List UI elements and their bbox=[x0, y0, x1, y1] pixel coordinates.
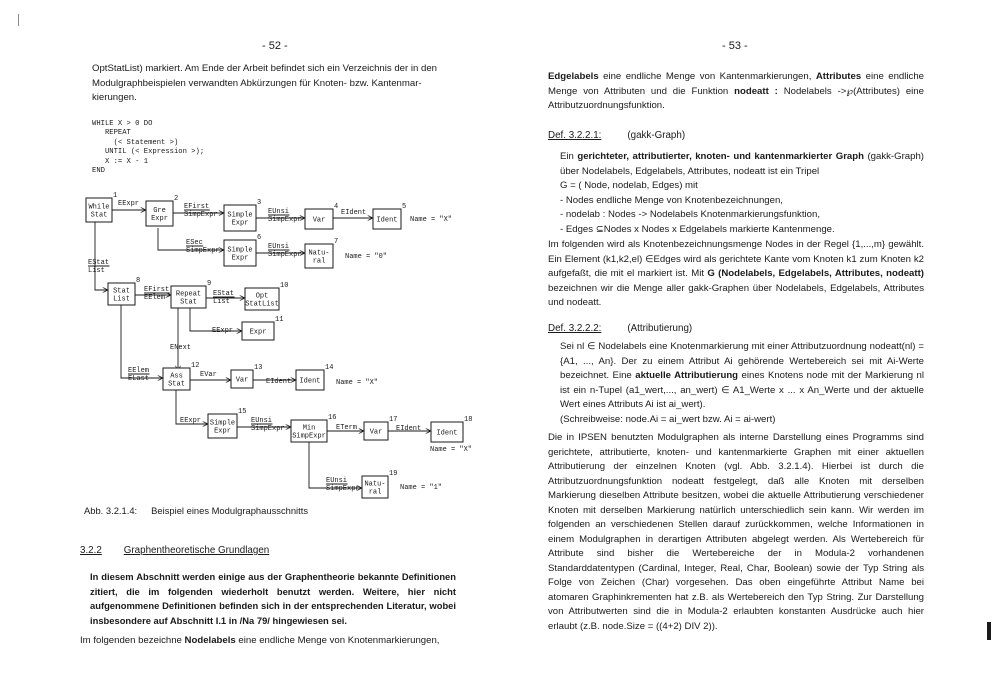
edge-label: EIdent bbox=[341, 209, 367, 217]
graph-node-label: Opt bbox=[255, 292, 269, 301]
graph-node-number: 16 bbox=[328, 414, 337, 422]
def1-line: - Edges ⊆Nodes x Nodes x Edgelabels markierte Kantenmenge. bbox=[560, 223, 835, 235]
edge-label: SimpExpr bbox=[251, 425, 285, 433]
graph-node-label: SimpExpr bbox=[292, 432, 326, 441]
graph-node bbox=[431, 416, 472, 442]
code-line: UNTIL (< Expression >); bbox=[92, 148, 205, 157]
intro-line: OptStatList) markiert. Am Ende der Arbeit befindet sich ein Verzeichnis der in den bbox=[92, 63, 438, 74]
edge-label: EUnsi bbox=[268, 208, 290, 216]
right-paragraph-1 bbox=[548, 70, 924, 114]
graph-node-number: 17 bbox=[389, 416, 398, 424]
graph-node-label: Gre bbox=[153, 207, 166, 215]
name-attribute-annotation: Name = "1" bbox=[400, 484, 443, 492]
graph-node-label: Stat bbox=[113, 287, 130, 296]
graph-node-label: Simple bbox=[227, 211, 253, 220]
graph-node bbox=[108, 277, 140, 305]
graph-node-label: Min bbox=[302, 424, 316, 433]
graph-node-label: Expr bbox=[249, 328, 267, 337]
graph-node bbox=[146, 195, 178, 226]
graph-node-label: ral bbox=[368, 488, 382, 497]
edge-label: List bbox=[88, 267, 105, 275]
edge-label: EElem bbox=[144, 294, 166, 302]
graph-node-number: 2 bbox=[174, 195, 179, 203]
graph-node-number: 14 bbox=[325, 364, 334, 372]
edge-label: ENext bbox=[170, 344, 192, 352]
graph-node-label: Ass bbox=[170, 372, 183, 381]
graph-node bbox=[224, 199, 261, 231]
caption-text: Beispiel eines Modulgraphausschnitts bbox=[151, 505, 309, 516]
graph-node-label: Ident bbox=[376, 216, 398, 225]
def2-pre: Sei nl ∈ Nodelabels eine Knotenmarkierung mit einer Attributzuordnung nodeatt(nl) = {A1, ..., An}. Der zu einem Attribut Ai gehörende Wertebereich sei mit Ai-Werte bezeichnet. Eine bbox=[560, 341, 924, 381]
graph-node bbox=[231, 364, 262, 388]
graph-node-number: 1 bbox=[113, 192, 118, 200]
page-number-right: - 53 - bbox=[722, 40, 748, 52]
edge-label: ETerm bbox=[336, 424, 358, 432]
graph-node-number: 5 bbox=[402, 203, 407, 211]
def2-post: eines Knotens node mit der Markierung nl ist ein n-Tupel (a1_wert,..., an_wert) ∈ A1_Werte x ... x An_Werte und der aktuelle Wert eines Attributs Ai ist ai_wert). bbox=[560, 370, 924, 410]
edge-label: EIdent bbox=[266, 378, 292, 386]
nodelabels-term: Nodelabels bbox=[184, 635, 236, 646]
code-line: REPEAT bbox=[92, 129, 131, 138]
def1-line: - nodelab : Nodes -> Nodelabels Knotenmarkierungsfunktion, bbox=[560, 209, 820, 220]
edge-label: SimpExpr bbox=[268, 251, 302, 259]
graph-node bbox=[305, 238, 338, 268]
def1-line: G = ( Node, nodelab, Edges) mit bbox=[560, 180, 698, 191]
graph-node-label: Var bbox=[369, 428, 383, 437]
definition-2-heading bbox=[548, 323, 692, 334]
graph-node-label: Var bbox=[235, 376, 249, 385]
diagram-annotations bbox=[336, 216, 472, 492]
graph-node-label: Simple bbox=[227, 246, 253, 255]
name-attribute-annotation: Name = "0" bbox=[345, 253, 388, 261]
graph-node bbox=[208, 408, 246, 438]
edge-label: EUnsi bbox=[268, 243, 290, 251]
graph-node-number: 12 bbox=[191, 362, 200, 370]
attributes-term: Attributes bbox=[815, 71, 862, 82]
graph-node-number: 19 bbox=[389, 470, 398, 478]
right-paragraph-2 bbox=[548, 238, 924, 311]
edge-label: ELast bbox=[128, 375, 150, 383]
section-paragraph-text: In diesem Abschnitt werden einige aus der Graphentheorie bekannte Definitionen zitiert, die im folgenden wiederholt benutzt werden. Weitere, hier nicht aufgenommene Definitionen befinden sich in der entsprechenden Literatur, wobei insbesondere auf Abschnitt I.1 in /Na 79/ hingewiesen sei. bbox=[90, 571, 456, 626]
graph-node bbox=[364, 416, 397, 440]
p1-text-1: eine endliche Menge von Kantenmarkierungen, bbox=[598, 71, 816, 82]
graph-node bbox=[362, 470, 397, 498]
graph-node-number: 3 bbox=[257, 199, 262, 207]
code-line: WHILE X > 0 DO bbox=[92, 120, 153, 128]
def2-label: Def. 3.2.2.2: bbox=[548, 323, 602, 334]
edge-label: SimpExpr bbox=[268, 216, 302, 224]
def1-line: - Nodes endliche Menge von Knotenbezeichnungen, bbox=[560, 194, 783, 206]
graph-node-label: Stat bbox=[90, 211, 108, 220]
section-heading bbox=[80, 545, 269, 556]
graph-node-label: Simple bbox=[209, 419, 236, 428]
definition-1-body bbox=[560, 150, 924, 237]
graph-node bbox=[86, 192, 117, 222]
edge-label: EFirst bbox=[184, 203, 210, 211]
def1-label: Def. 3.2.2.1: bbox=[548, 130, 602, 141]
edge-label: EIdent bbox=[396, 425, 422, 433]
graph-node-label: Ident bbox=[436, 429, 458, 438]
edge-label: EExpr bbox=[118, 200, 140, 208]
graph-node bbox=[171, 280, 211, 308]
graph-node-number: 18 bbox=[464, 416, 473, 424]
graph-node-label: Stat bbox=[168, 380, 185, 389]
graph-node bbox=[296, 364, 333, 390]
edge-label: SimpExpr bbox=[186, 247, 220, 255]
graph-node-number: 11 bbox=[275, 316, 284, 324]
code-line: END bbox=[92, 167, 105, 176]
graph-node-label: Ident bbox=[299, 377, 321, 386]
caption-label: Abb. 3.2.1.4: bbox=[84, 505, 138, 516]
edge-label: List bbox=[213, 298, 230, 306]
definition-1-heading bbox=[548, 130, 685, 141]
edge-label: EVar bbox=[200, 371, 217, 379]
edgelabels-term: Edgelabels bbox=[548, 71, 599, 82]
graph-node-number: 15 bbox=[238, 408, 247, 416]
code-line: (< Statement >) bbox=[92, 138, 179, 147]
graph-node-label: Expr bbox=[231, 254, 249, 263]
graph-node-label: While bbox=[88, 203, 110, 212]
def1-pre: Ein bbox=[560, 151, 578, 162]
p1-text-3: Nodelabels ->℘(Attributes) eine Attributzuordnungsfunktion. bbox=[548, 85, 924, 111]
last-line-post: eine endliche Menge von Knotenmarkierungen, bbox=[235, 635, 440, 646]
def1-post: (gakk-Graph) über Nodelabels, Edgelabels, Attributes, nodeatt ist ein Tripel bbox=[560, 151, 924, 177]
graph-node bbox=[291, 414, 336, 442]
edge-label: EStat bbox=[213, 290, 235, 298]
def1-name: (gakk-Graph) bbox=[627, 130, 686, 141]
graph-set-term: G (Nodelabels, Edgelabels, Attributes, nodeatt) bbox=[707, 268, 924, 279]
right-paragraph-3 bbox=[548, 431, 924, 634]
graph-node-label: Var bbox=[312, 216, 326, 225]
graph-node bbox=[245, 282, 288, 310]
name-attribute-annotation: Name = "X" bbox=[410, 216, 453, 224]
graph-node-number: 13 bbox=[254, 364, 263, 372]
def2-name: (Attributierung) bbox=[627, 323, 693, 334]
graph-node bbox=[242, 316, 283, 340]
diagram-edges bbox=[95, 210, 430, 488]
graph-node-label: Expr bbox=[231, 219, 249, 228]
edge-label: EUnsi bbox=[326, 477, 348, 485]
graph-node-number: 4 bbox=[334, 203, 339, 211]
graph-node-number: 9 bbox=[207, 280, 212, 288]
gakk-graph-term: gerichteter, attributierter, knoten- und kantenmarkierter Graph bbox=[577, 151, 864, 162]
graph-node bbox=[373, 203, 406, 229]
graph-node-label: StatList bbox=[245, 300, 279, 309]
edge-label: EUnsi bbox=[251, 417, 273, 425]
edge-label: EElem bbox=[128, 367, 150, 375]
graph-node-number: 7 bbox=[334, 238, 339, 246]
graph-node bbox=[305, 203, 338, 229]
def2-note: (Schreibweise: node.Ai = ai_wert bzw. Ai = ai-wert) bbox=[560, 413, 776, 425]
p1-text-2: eine endliche Menge von Attributen und die Funktion bbox=[548, 71, 924, 97]
section-number: 3.2.2 bbox=[80, 545, 102, 556]
edge-label: EExpr bbox=[212, 327, 234, 335]
last-line bbox=[80, 634, 460, 649]
page-number-left: - 52 - bbox=[262, 40, 288, 52]
edge-label: EExpr bbox=[180, 417, 202, 425]
graph-node-number: 8 bbox=[136, 277, 141, 285]
p2-pre: Im folgenden wird als Knotenbezeichnungsmenge Nodes in der Regel {1,...,m} gewählt. Ein Element (k1,k2,el) ∈Edges wird als gerichtete Kante vom Knoten k1 zum Knoten k2 aufgefaßt, die mit el markiert ist. Mit bbox=[548, 239, 924, 279]
diagram-nodes bbox=[86, 192, 472, 498]
figure-caption bbox=[84, 505, 308, 516]
graph-node-label: ral bbox=[312, 257, 326, 266]
margin-bar bbox=[987, 622, 991, 640]
edge-label: EStat bbox=[88, 259, 110, 267]
graph-node-label: Expr bbox=[214, 427, 231, 436]
edge-label: ESec bbox=[186, 239, 203, 247]
edge-label: SimpExpr bbox=[326, 485, 360, 493]
section-title: Graphentheoretische Grundlagen bbox=[123, 545, 270, 556]
aktuelle-attributierung-term: aktuelle Attributierung bbox=[635, 370, 739, 381]
name-attribute-annotation: Name = "X" bbox=[430, 446, 473, 454]
graph-node-label: Natu- bbox=[308, 249, 330, 258]
p2-post: bezeichnen wir die Menge aller gakk-Graphen über Nodelabels, Edgelabels, Attributes und nodeatt. bbox=[548, 282, 924, 308]
last-line-pre: Im folgenden bezeichne bbox=[80, 635, 185, 646]
graph-node-label: Natu- bbox=[364, 480, 386, 489]
definition-2-body bbox=[560, 340, 924, 427]
intro-line: kierungen. bbox=[92, 92, 137, 103]
nodeatt-term: nodeatt : bbox=[734, 85, 778, 97]
code-line: X := X - 1 bbox=[92, 157, 149, 166]
graph-node-label: Stat bbox=[180, 298, 197, 307]
intro-line: Modulgraphbeispielen verwandten Abkürzungen für Knoten- bzw. Kantenmar- bbox=[92, 77, 422, 89]
name-attribute-annotation: Name = "X" bbox=[336, 379, 379, 387]
graph-node-label: List bbox=[113, 295, 130, 304]
section-paragraph bbox=[80, 570, 456, 628]
edge-label: EFirst bbox=[144, 286, 170, 294]
graph-node bbox=[163, 362, 199, 390]
graph-node-label: Repeat bbox=[175, 290, 202, 299]
graph-node-number: 10 bbox=[280, 282, 289, 290]
graph-node-label: Expr bbox=[151, 215, 168, 223]
graph-node-number: 6 bbox=[257, 234, 262, 242]
edge-label: SimpExpr bbox=[184, 211, 218, 219]
graph-node bbox=[224, 234, 261, 266]
p3-text: Die in IPSEN benutzten Modulgraphen als interne Darstellung eines Programms sind gerichtete, attributierte, knoten- und kantenmarkierte Graphen mit einer aktuellen Attributierung der einzelnen Knoten (vgl. Abb. 3.2.1.4). Hierbei ist durch die Attributzuordnungsfunktion nodeatt festgelegt, daß alle Knoten mit derselben Markierung dieselben Attribute besitzen, wobei die aktuelle Attributierung verschiedener Knoten mit derselben Markierung natürlich unterschiedlich sein kann. Wir werden im folgenden an verschiedenen Stellen darauf zurückkommen, welche Informationen in einem Modulgraphen in derartigen Attributen abgelegt werden. Als Wertebereich für Attribute sind bisher die Wertebereiche der in Modula-2 vorhandenen Standarddatentypen (Cardinal, Integer, Real, Char, Boolean) sowie der Typ String als Folge von Zeichen (Char) vorgesehen. Das oben eingeführte Attribut Name bei atomaren Graphinkrementen hat z.B. als Wertebereich den Typ String. Zur Darstellung von Attributwerten sind die in Modula-2 erlaubten konstanten Ausdrücke auch hier erlaubt (z.B. node.Size = ((4+2) DIV 2)). bbox=[548, 432, 924, 632]
